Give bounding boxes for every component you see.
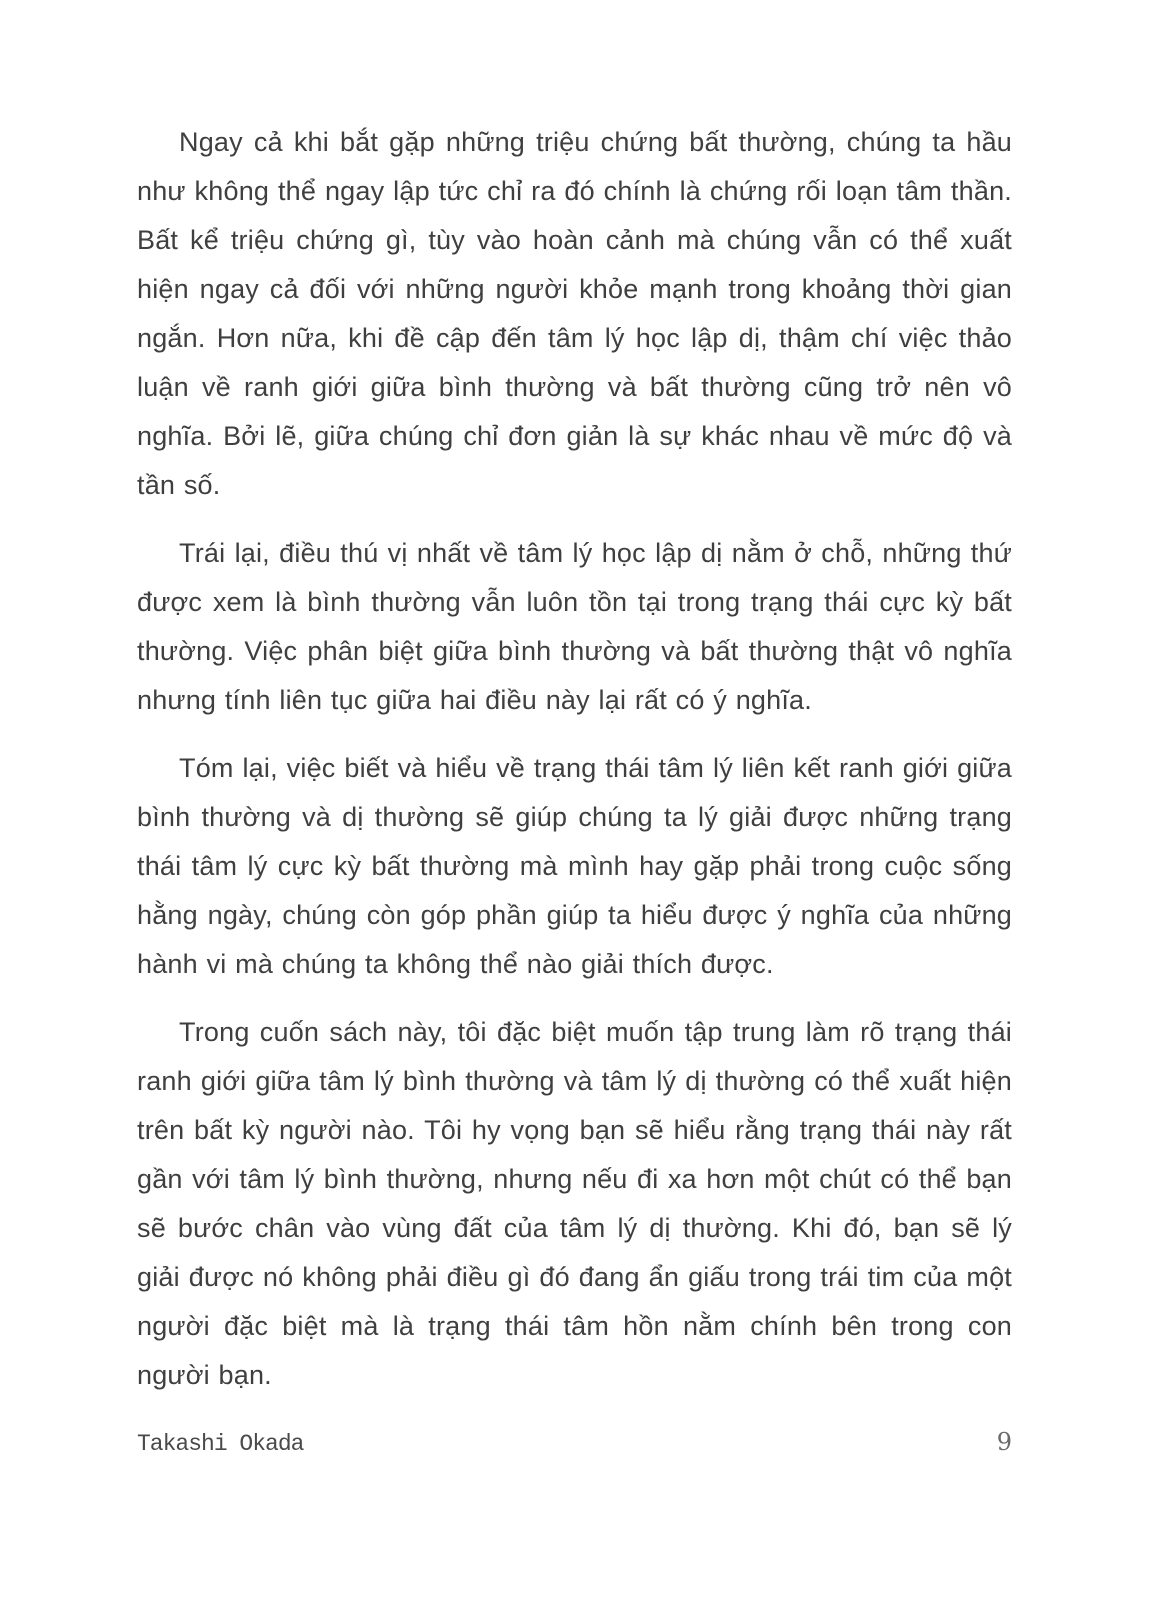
paragraph: Trái lại, điều thú vị nhất về tâm lý học lập dị nằm ở chỗ, những thứ được xem là bình thường vẫn luôn tồn tại trong trạng thái cực kỳ bất thường. Việc phân biệt giữa bình thường và bất thường thật vô nghĩa nhưng tính liên tục giữa hai điều này lại rất có ý nghĩa. <box>137 538 1012 715</box>
footer-author: Takashi Okada <box>137 1431 304 1457</box>
page-number: 9 <box>996 1428 1012 1456</box>
body-text <box>137 118 1012 1400</box>
paragraph: Tóm lại, việc biết và hiểu về trạng thái tâm lý liên kết ranh giới giữa bình thường và dị thường sẽ giúp chúng ta lý giải được những trạng thái tâm lý cực kỳ bất thường mà mình hay gặp phải trong cuộc sống hằng ngày, chúng còn góp phần giúp ta hiểu được ý nghĩa của những hành vi mà chúng ta không thể nào giải thích được. <box>137 753 1012 979</box>
page-footer <box>137 1428 1012 1457</box>
paragraph: Trong cuốn sách này, tôi đặc biệt muốn tập trung làm rõ trạng thái ranh giới giữa tâm lý bình thường và tâm lý dị thường có thể xuất hiện trên bất kỳ người nào. Tôi hy vọng bạn sẽ hiểu rằng trạng thái này rất gần với tâm lý bình thường, nhưng nếu đi xa hơn một chút có thể bạn sẽ bước chân vào vùng đất của tâm lý dị thường. Khi đó, bạn sẽ lý giải được nó không phải điều gì đó đang ẩn giấu trong trái tim của một người đặc biệt mà là trạng thái tâm hồn nằm chính bên trong con người bạn. <box>137 1017 1012 1390</box>
paragraph: Ngay cả khi bắt gặp những triệu chứng bất thường, chúng ta hầu như không thể ngay lập tức chỉ ra đó chính là chứng rối loạn tâm thần. Bất kể triệu chứng gì, tùy vào hoàn cảnh mà chúng vẫn có thể xuất hiện ngay cả đối với những người khỏe mạnh trong khoảng thời gian ngắn. Hơn nữa, khi đề cập đến tâm lý học lập dị, thậm chí việc thảo luận về ranh giới giữa bình thường và bất thường cũng trở nên vô nghĩa. Bởi lẽ, giữa chúng chỉ đơn giản là sự khác nhau về mức độ và tần số. <box>137 127 1012 500</box>
